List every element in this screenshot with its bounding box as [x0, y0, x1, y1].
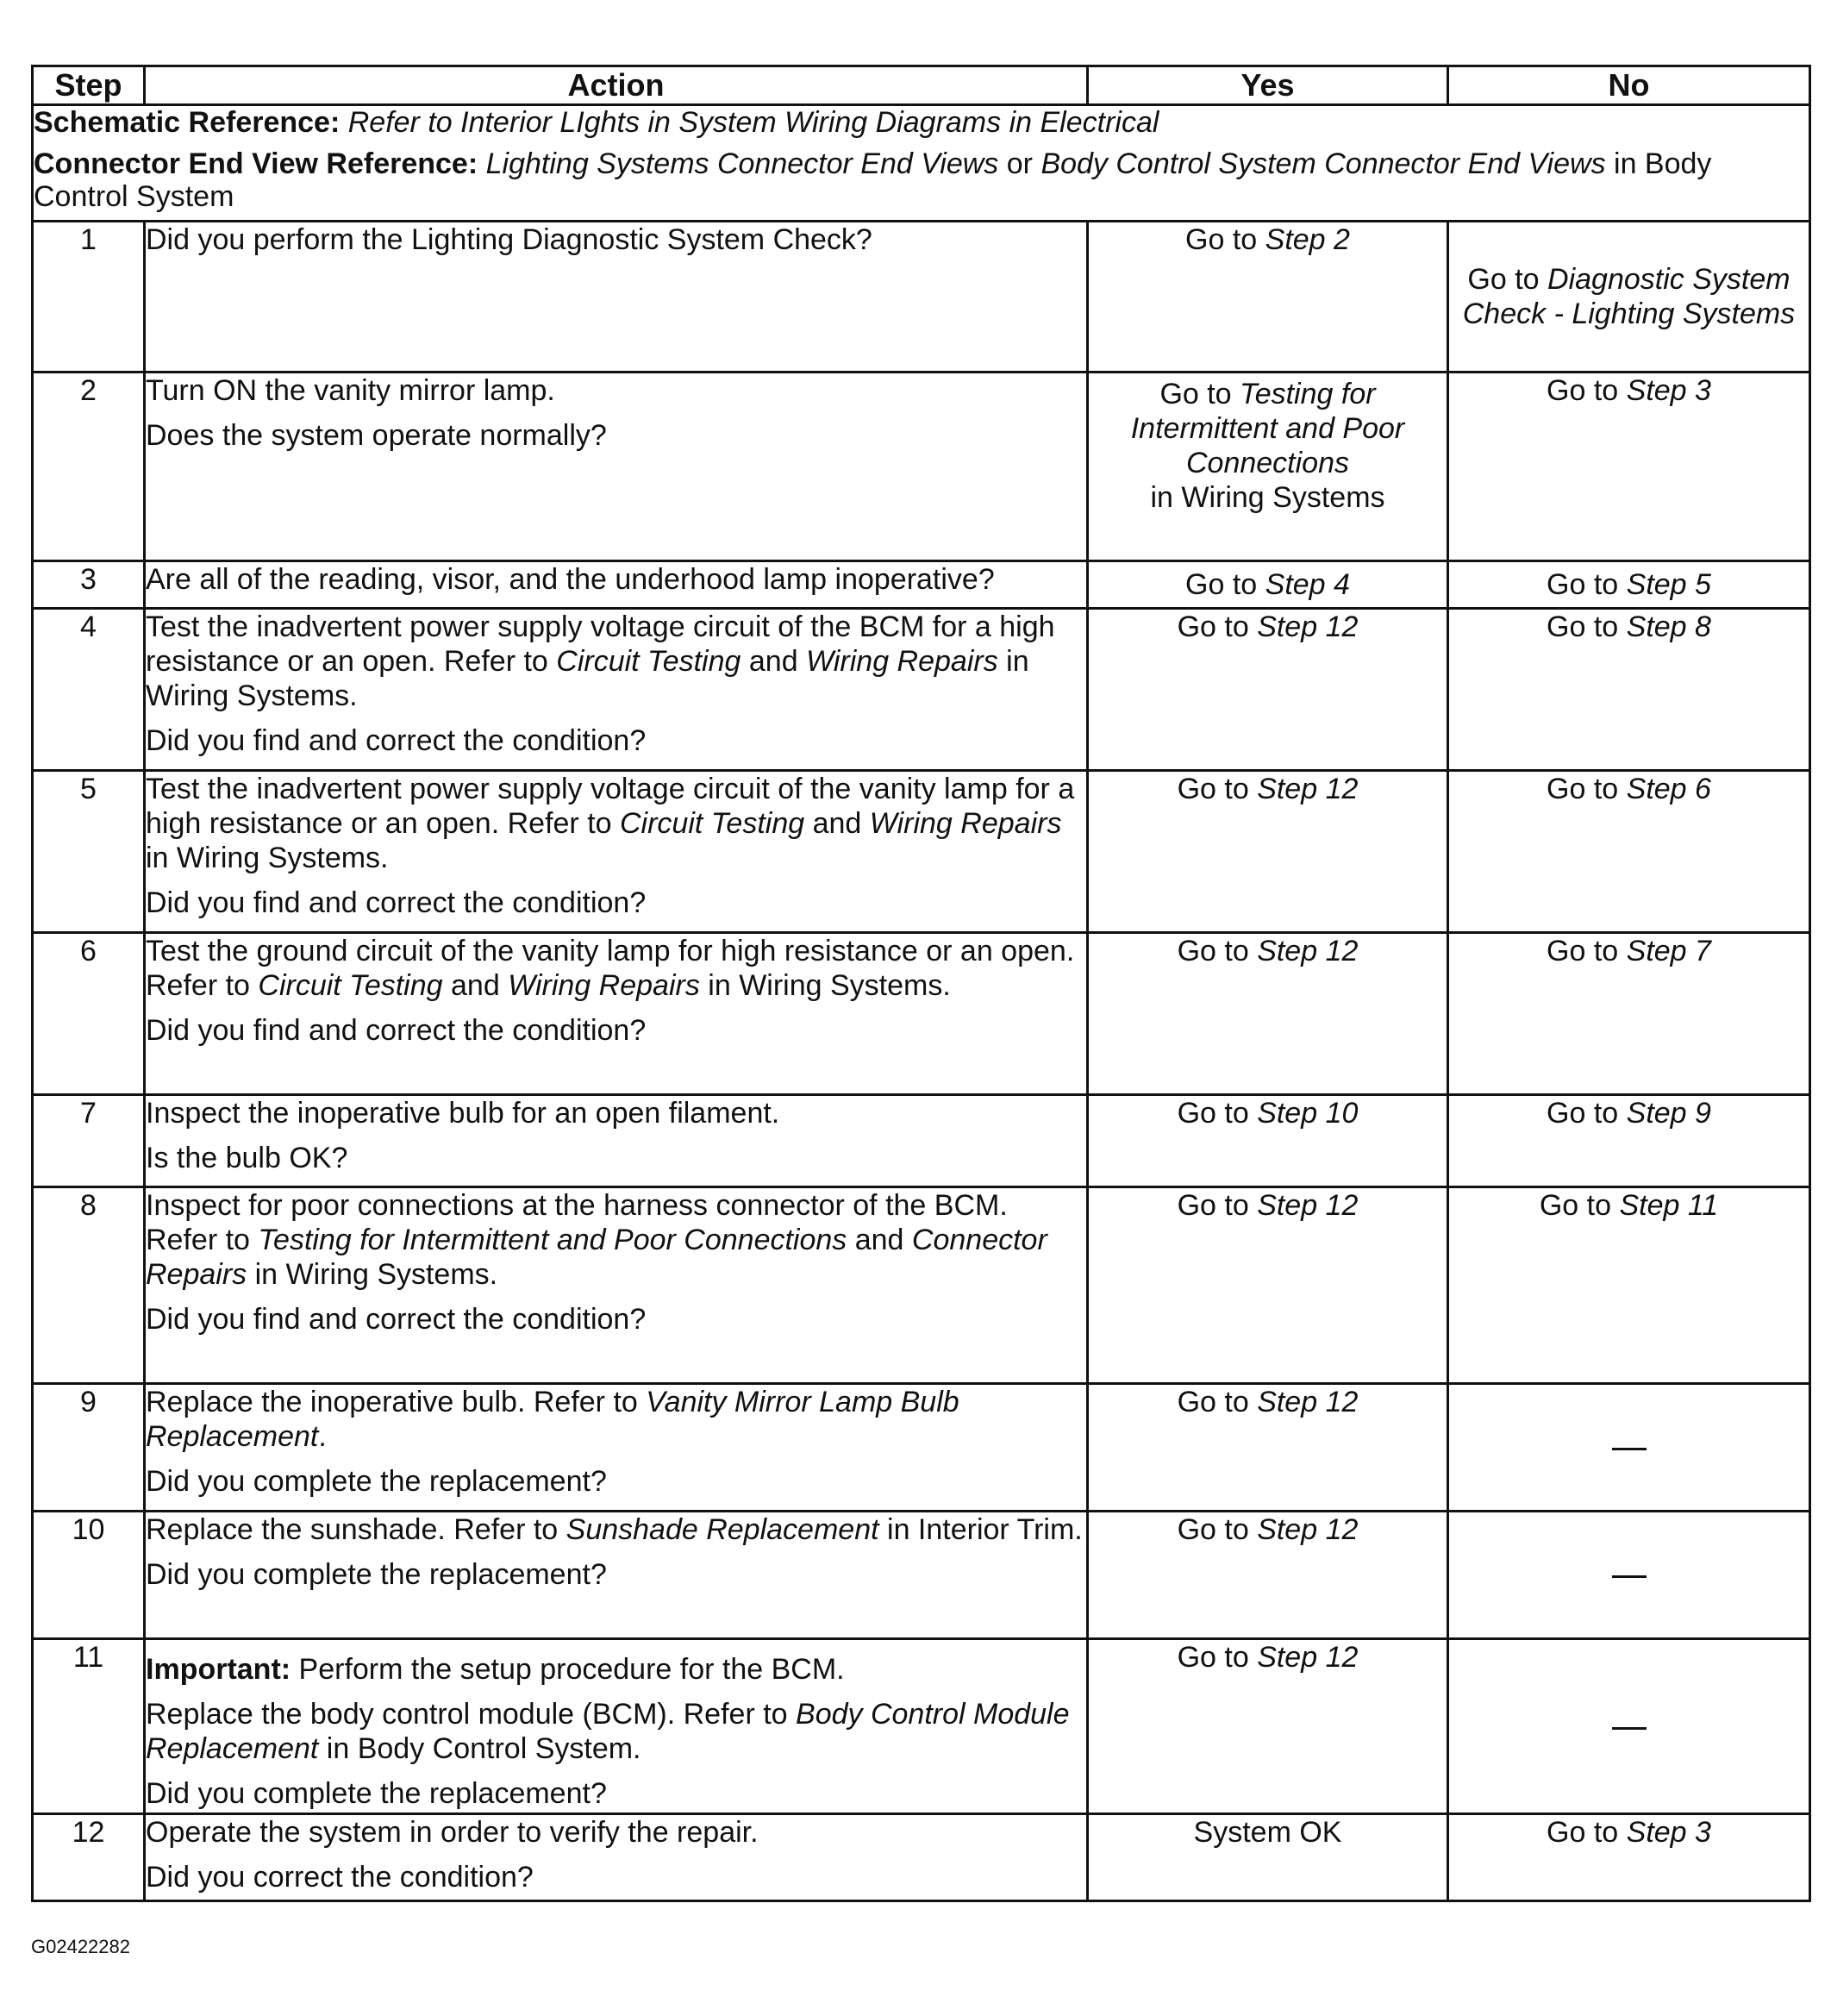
- not-applicable-dash: [1612, 1448, 1647, 1450]
- action-tail: in Wiring Systems.: [699, 969, 951, 1002]
- yes-prefix: Go to: [1177, 610, 1258, 643]
- yes-cell: [1088, 373, 1448, 561]
- action-prefix: Replace the inoperative bulb. Refer to: [146, 1386, 647, 1418]
- action-question: Did you complete the replacement?: [146, 1558, 607, 1591]
- step-number: 7: [33, 1095, 145, 1187]
- yes-cell: [1088, 1512, 1448, 1639]
- step-row-1: [33, 222, 1810, 373]
- no-link[interactable]: Step 3: [1626, 374, 1711, 407]
- no-cell: [1448, 1814, 1810, 1901]
- sunshade-replacement-link[interactable]: Sunshade Replacement: [566, 1513, 879, 1546]
- schematic-label: Schematic Reference:: [34, 106, 341, 139]
- yes-prefix: Go to: [1177, 935, 1258, 967]
- no-link[interactable]: Diagnostic System Check - Lighting Systems: [1462, 263, 1796, 330]
- no-cell: [1448, 1639, 1810, 1814]
- no-prefix: Go to: [1539, 1189, 1620, 1222]
- no-cell: [1448, 373, 1810, 561]
- step-row-6: [33, 933, 1810, 1095]
- step-action: [145, 609, 1088, 771]
- action-prefix: Inspect for poor connections at the harness connector of the BCM. Refer to: [146, 1189, 1008, 1256]
- step-row-10: [33, 1512, 1810, 1639]
- header-no: No: [1448, 66, 1810, 105]
- yes-prefix: Go to: [1177, 1386, 1258, 1418]
- step-number: 8: [33, 1187, 145, 1384]
- action-tail: in Wiring Systems.: [146, 842, 389, 874]
- important-note: [146, 1652, 1086, 1687]
- important-label: Important:: [146, 1653, 291, 1686]
- wiring-repairs-link[interactable]: Wiring Repairs: [869, 807, 1062, 840]
- step-action: [145, 373, 1088, 561]
- yes-cell: [1088, 1095, 1448, 1187]
- action-tail: .: [318, 1420, 327, 1453]
- action-tail: in Wiring Systems.: [247, 1258, 498, 1291]
- yes-link[interactable]: Step 12: [1257, 1386, 1359, 1418]
- yes-cell: [1088, 933, 1448, 1095]
- bcm-replacement-link[interactable]: Body Control Module Replacement: [146, 1698, 1070, 1765]
- action-tail: in Wiring Systems.: [146, 645, 1029, 712]
- step-action: [145, 1384, 1088, 1512]
- step-number: 3: [33, 561, 145, 609]
- circuit-testing-link[interactable]: Circuit Testing: [258, 969, 443, 1002]
- header-yes: Yes: [1088, 66, 1448, 105]
- step-row-3: [33, 561, 1810, 609]
- diagnostic-table: [31, 65, 1811, 1902]
- action-question: Did you find and correct the condition?: [146, 1014, 647, 1047]
- schematic-reference: [34, 106, 1809, 139]
- action-prefix: Replace the sunshade. Refer to: [146, 1513, 566, 1546]
- yes-tail: in Wiring Systems: [1150, 481, 1385, 514]
- no-link[interactable]: Step 9: [1626, 1097, 1711, 1130]
- action-text: [146, 1697, 1086, 1766]
- no-link[interactable]: Step 8: [1626, 610, 1711, 643]
- yes-cell: [1088, 1187, 1448, 1384]
- intermittent-connections-link[interactable]: Testing for Intermittent and Poor Connections: [258, 1224, 847, 1256]
- step-row-5: [33, 771, 1810, 933]
- yes-link[interactable]: Step 12: [1257, 1513, 1359, 1546]
- step-action: [145, 561, 1088, 609]
- step-action: [145, 1187, 1088, 1384]
- connector-tail: in Body Control System: [34, 147, 1712, 213]
- no-cell: [1448, 609, 1810, 771]
- step-number: 11: [33, 1639, 145, 1814]
- action-text: Operate the system in order to verify the repair.: [146, 1816, 759, 1849]
- system-ok-text: System OK: [1193, 1816, 1342, 1849]
- yes-cell: [1088, 1814, 1448, 1901]
- step-number: 9: [33, 1384, 145, 1512]
- action-question: Did you correct the condition?: [146, 1861, 534, 1894]
- yes-cell: [1088, 1384, 1448, 1512]
- schematic-link[interactable]: Refer to Interior LIghts in System Wiring Diagrams in Electrical: [347, 106, 1159, 139]
- yes-link[interactable]: Step 4: [1265, 568, 1350, 601]
- step-action: [145, 222, 1088, 373]
- yes-link[interactable]: Step 12: [1257, 773, 1359, 805]
- yes-cell: [1088, 561, 1448, 609]
- action-question: Does the system operate normally?: [146, 419, 607, 452]
- action-mid: and: [442, 969, 509, 1002]
- yes-prefix: Go to: [1177, 1097, 1258, 1130]
- connector-link-lighting[interactable]: Lighting Systems Connector End Views: [485, 147, 999, 180]
- step-number: 12: [33, 1814, 145, 1901]
- header-row: [33, 66, 1810, 105]
- connector-link-body[interactable]: Body Control System Connector End Views: [1040, 147, 1606, 180]
- no-cell: [1448, 771, 1810, 933]
- no-link[interactable]: Step 3: [1626, 1816, 1711, 1849]
- action-text: Are all of the reading, visor, and the underhood lamp inoperative?: [146, 563, 995, 596]
- action-text: [146, 610, 1086, 713]
- no-cell: [1448, 561, 1810, 609]
- step-action: [145, 1095, 1088, 1187]
- action-mid: and: [804, 807, 870, 840]
- wiring-repairs-link[interactable]: Wiring Repairs: [806, 645, 998, 678]
- no-cell: [1448, 1187, 1810, 1384]
- action-text: [146, 1385, 1086, 1454]
- connector-or: or: [998, 147, 1041, 180]
- action-text: [146, 772, 1086, 875]
- action-text: Turn ON the vanity mirror lamp.: [146, 374, 555, 407]
- yes-cell: [1088, 222, 1448, 373]
- action-question: Did you find and correct the condition?: [146, 886, 647, 919]
- action-question: Did you complete the replacement?: [146, 1465, 607, 1498]
- yes-prefix: Go to: [1177, 1189, 1258, 1222]
- no-cell: [1448, 933, 1810, 1095]
- no-cell: [1448, 1095, 1810, 1187]
- action-text: Did you perform the Lighting Diagnostic System Check?: [146, 223, 872, 256]
- yes-prefix: Go to: [1177, 773, 1258, 805]
- wiring-repairs-link[interactable]: Wiring Repairs: [508, 969, 700, 1002]
- action-text: [146, 1188, 1086, 1292]
- action-question: Did you find and correct the condition?: [146, 724, 647, 757]
- action-prefix: Test the inadvertent power supply voltage circuit of the vanity lamp for a high resistance or an open. Refer to: [146, 773, 1075, 840]
- no-link[interactable]: Step 5: [1626, 568, 1711, 601]
- no-prefix: Go to: [1467, 263, 1548, 296]
- no-cell: [1448, 1384, 1810, 1512]
- action-question: Did you complete the replacement?: [146, 1777, 607, 1810]
- action-tail: in Interior Trim.: [878, 1513, 1083, 1546]
- no-prefix: Go to: [1547, 1816, 1627, 1849]
- no-prefix: Go to: [1547, 610, 1627, 643]
- reference-row: [33, 105, 1810, 222]
- no-cell: [1448, 222, 1810, 373]
- action-tail: in Body Control System.: [318, 1732, 641, 1765]
- step-number: 10: [33, 1512, 145, 1639]
- step-number: 6: [33, 933, 145, 1095]
- circuit-testing-link[interactable]: Circuit Testing: [556, 645, 741, 678]
- step-row-4: [33, 609, 1810, 771]
- not-applicable-dash: [1612, 1575, 1647, 1578]
- no-prefix: Go to: [1547, 1097, 1627, 1130]
- no-prefix: Go to: [1547, 935, 1627, 967]
- step-row-2: [33, 373, 1810, 561]
- no-cell: [1448, 1512, 1810, 1639]
- diagnostic-table-container: [31, 65, 1809, 1902]
- no-prefix: Go to: [1547, 568, 1627, 601]
- no-link[interactable]: Step 11: [1619, 1189, 1719, 1222]
- step-row-11: [33, 1639, 1810, 1814]
- yes-link[interactable]: Step 12: [1257, 610, 1359, 643]
- yes-prefix: Go to: [1177, 1641, 1258, 1674]
- yes-prefix: Go to: [1159, 378, 1240, 410]
- action-prefix: Replace the body control module (BCM). Refer to: [146, 1698, 797, 1731]
- no-link[interactable]: Step 7: [1626, 935, 1711, 967]
- circuit-testing-link[interactable]: Circuit Testing: [620, 807, 805, 840]
- step-action: [145, 771, 1088, 933]
- action-text: [146, 1512, 1086, 1547]
- step-action: [145, 1814, 1088, 1901]
- yes-link[interactable]: Step 12: [1257, 935, 1359, 967]
- important-text: Perform the setup procedure for the BCM.: [291, 1653, 845, 1686]
- no-link[interactable]: Step 6: [1626, 773, 1711, 805]
- yes-link[interactable]: Step 2: [1265, 223, 1350, 256]
- bulb-replacement-link[interactable]: Vanity Mirror Lamp Bulb Replacement: [146, 1386, 959, 1453]
- step-row-12: [33, 1814, 1810, 1901]
- reference-cell: [33, 105, 1810, 222]
- yes-prefix: Go to: [1177, 1513, 1258, 1546]
- action-question: Did you find and correct the condition?: [146, 1303, 647, 1336]
- not-applicable-dash: [1612, 1727, 1647, 1730]
- action-prefix: Test the inadvertent power supply voltage circuit of the BCM for a high resistance or an open. Refer to: [146, 610, 1055, 678]
- action-text: Inspect the inoperative bulb for an open filament.: [146, 1097, 780, 1130]
- header-action: Action: [145, 66, 1088, 105]
- yes-prefix: Go to: [1185, 223, 1265, 256]
- step-row-7: [33, 1095, 1810, 1187]
- step-action: [145, 1639, 1088, 1814]
- connector-label: Connector End View Reference:: [34, 147, 478, 180]
- yes-link[interactable]: Step 10: [1257, 1097, 1359, 1130]
- yes-link[interactable]: Testing for Intermittent and Poor Connections: [1130, 378, 1405, 479]
- no-prefix: Go to: [1547, 374, 1627, 407]
- yes-cell: [1088, 771, 1448, 933]
- header-step: Step: [33, 66, 145, 105]
- action-text: [146, 934, 1086, 1003]
- action-prefix: Test the ground circuit of the vanity lamp for high resistance or an open. Refer to: [146, 935, 1075, 1002]
- action-question: Is the bulb OK?: [146, 1142, 348, 1174]
- yes-link[interactable]: Step 12: [1257, 1189, 1359, 1222]
- yes-cell: [1088, 609, 1448, 771]
- step-number: 5: [33, 771, 145, 933]
- action-mid: and: [847, 1224, 912, 1256]
- step-action: [145, 933, 1088, 1095]
- step-row-9: [33, 1384, 1810, 1512]
- connector-repairs-link[interactable]: Connector Repairs: [146, 1224, 1047, 1291]
- step-number: 1: [33, 222, 145, 373]
- step-number: 4: [33, 609, 145, 771]
- yes-prefix: Go to: [1185, 568, 1265, 601]
- figure-id: G02422282: [31, 1936, 130, 1957]
- step-number: 2: [33, 373, 145, 561]
- step-action: [145, 1512, 1088, 1639]
- yes-link[interactable]: Step 12: [1257, 1641, 1359, 1674]
- no-prefix: Go to: [1547, 773, 1627, 805]
- step-row-8: [33, 1187, 1810, 1384]
- connector-reference: [34, 147, 1809, 213]
- action-mid: and: [741, 645, 807, 678]
- yes-cell: [1088, 1639, 1448, 1814]
